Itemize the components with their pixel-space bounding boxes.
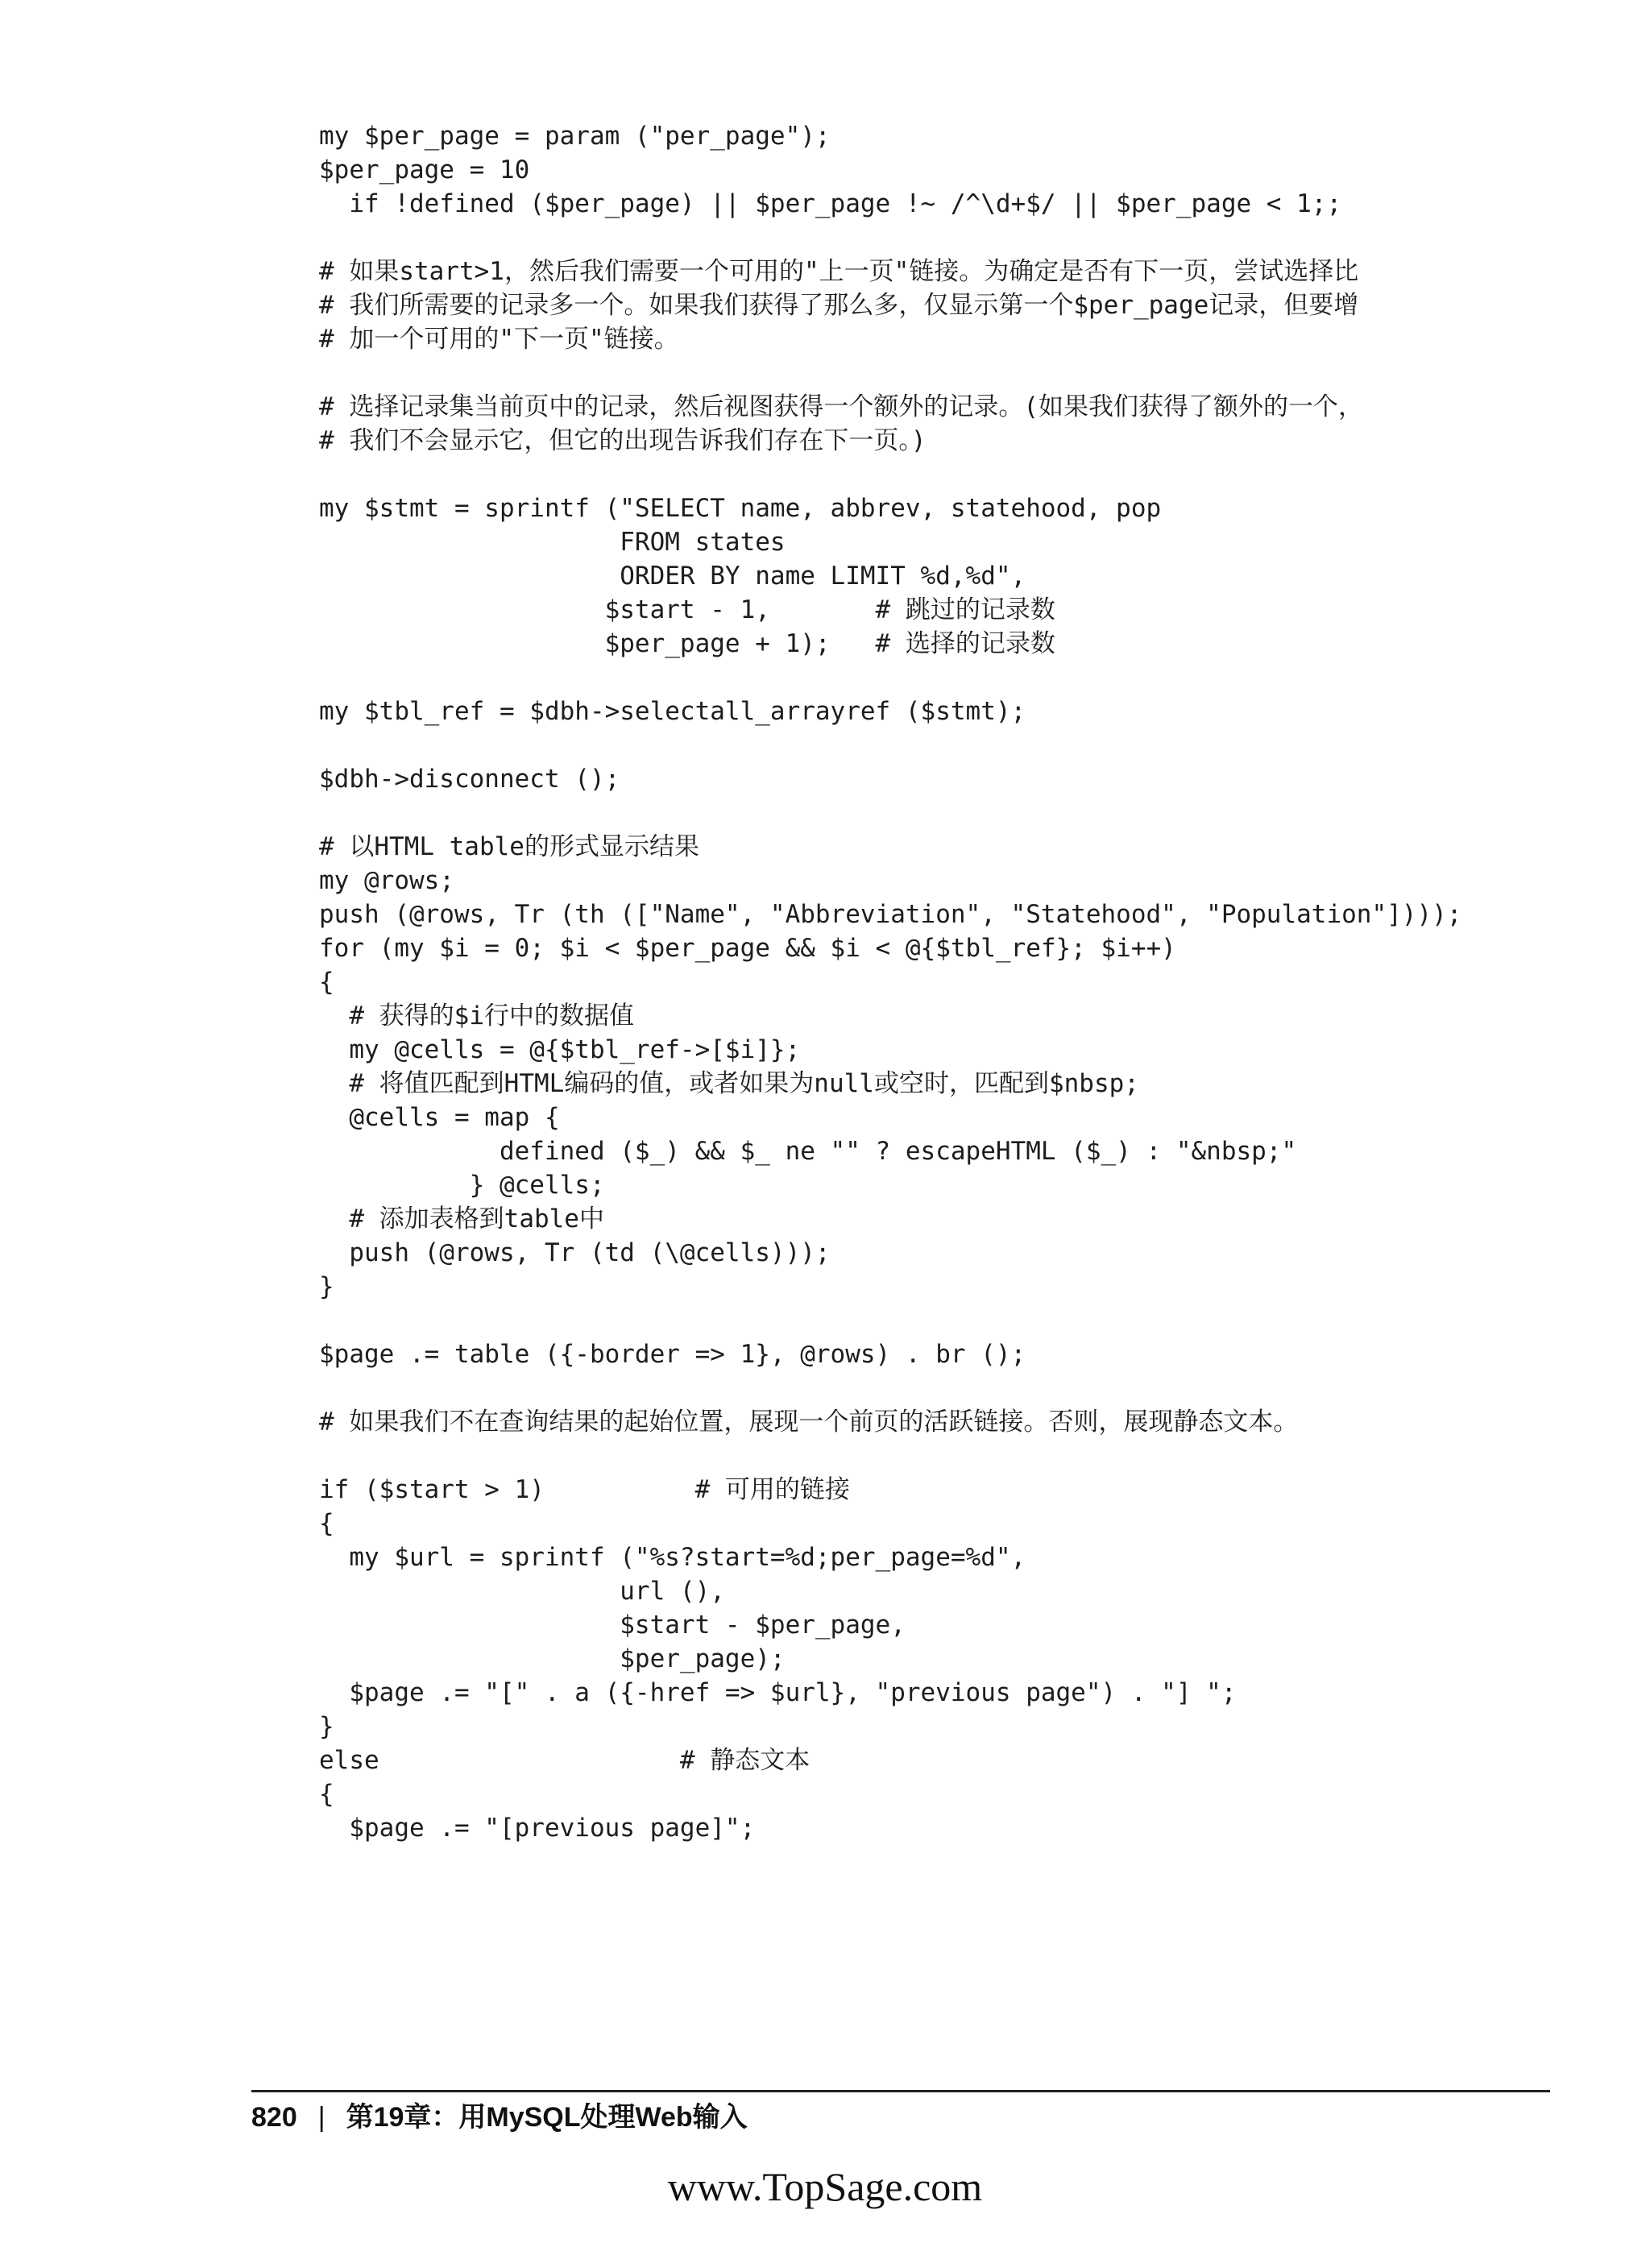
code-line: if ($start > 1) # 可用的链接 <box>319 1475 850 1504</box>
code-line: else # 静态文本 <box>319 1746 810 1775</box>
code-line: # 以HTML table的形式显示结果 <box>319 832 699 861</box>
code-line: # 加一个可用的"下一页"链接。 <box>319 325 679 354</box>
code-line: defined ($_) && $_ ne "" ? escapeHTML ($_) : "&nbsp;" <box>319 1137 1297 1166</box>
code-listing <box>319 119 1576 1845</box>
footer-rule <box>251 2090 1550 2092</box>
code-line: @cells = map { <box>319 1103 560 1132</box>
code-line <box>319 728 1576 762</box>
code-line <box>319 1439 1576 1473</box>
page-footer <box>251 2100 748 2135</box>
code-line: my $per_page = param ("per_page"); <box>319 122 831 151</box>
code-line: { <box>319 1780 334 1809</box>
code-line: $page .= "[" . a ({-href => $url}, "previous page") . "] "; <box>319 1678 1237 1707</box>
code-line: my $url = sprintf ("%s?start=%d;per_page=%d", <box>319 1543 1026 1572</box>
code-line: url (), <box>319 1577 725 1606</box>
code-line: push (@rows, Tr (td (\@cells))); <box>319 1238 831 1267</box>
code-line: if !defined ($per_page) || $per_page !~ /^\d+$/ || $per_page < 1;; <box>319 189 1342 218</box>
code-line <box>319 458 1576 491</box>
code-line: } <box>319 1712 334 1741</box>
code-line: # 如果start>1，然后我们需要一个可用的"上一页"链接。为确定是否有下一页，尝试选择比 <box>319 257 1359 286</box>
code-line <box>319 1304 1576 1337</box>
code-line <box>319 1371 1576 1405</box>
code-line: $per_page); <box>319 1644 786 1673</box>
code-line: my @rows; <box>319 866 454 895</box>
code-line: # 选择记录集当前页中的记录，然后视图获得一个额外的记录。(如果我们获得了额外的一个， <box>319 392 1363 421</box>
chapter-title: 第19章：用MySQL处理Web输入 <box>346 2102 748 2133</box>
code-line: $dbh->disconnect (); <box>319 765 620 794</box>
code-line: ORDER BY name LIMIT %d,%d", <box>319 562 1026 591</box>
code-line <box>319 221 1576 255</box>
code-line: # 我们不会显示它，但它的出现告诉我们存在下一页。) <box>319 426 927 455</box>
code-line: } @cells; <box>319 1171 605 1200</box>
code-line: push (@rows, Tr (th (["Name", "Abbreviation", "Statehood", "Population"]))); <box>319 900 1462 929</box>
footer-separator: | <box>317 2102 325 2133</box>
code-line: { <box>319 968 334 997</box>
code-line: $per_page = 10 <box>319 155 530 185</box>
code-line: # 添加表格到table中 <box>319 1204 604 1234</box>
code-line: my $stmt = sprintf ("SELECT name, abbrev, statehood, pop <box>319 494 1162 523</box>
code-line: # 我们所需要的记录多一个。如果我们获得了那么多，仅显示第一个$per_page记录，但要增 <box>319 291 1359 320</box>
code-line <box>319 661 1576 694</box>
code-line: $page .= table ({-border => 1}, @rows) . br (); <box>319 1340 1026 1369</box>
code-line: for (my $i = 0; $i < $per_page && $i < @{$tbl_ref}; $i++) <box>319 934 1176 963</box>
code-line: $per_page + 1); # 选择的记录数 <box>319 629 1055 658</box>
code-line: $start - 1, # 跳过的记录数 <box>319 595 1055 624</box>
code-line: my @cells = @{$tbl_ref->[$i]}; <box>319 1035 801 1064</box>
code-line <box>319 356 1576 390</box>
code-line: $page .= "[previous page]"; <box>319 1814 756 1843</box>
code-line: # 将值匹配到HTML编码的值，或者如果为null或空时，匹配到$nbsp; <box>319 1069 1139 1098</box>
code-line: my $tbl_ref = $dbh->selectall_arrayref ($stmt); <box>319 697 1026 726</box>
watermark-url: www.TopSage.com <box>667 2164 983 2209</box>
code-line: { <box>319 1509 334 1538</box>
code-line: $start - $per_page, <box>319 1611 906 1640</box>
code-line: # 获得的$i行中的数据值 <box>319 1001 634 1030</box>
code-line: # 如果我们不在查询结果的起始位置，展现一个前页的活跃链接。否则，展现静态文本。 <box>319 1408 1299 1437</box>
code-line <box>319 796 1576 830</box>
page-number: 820 <box>251 2102 297 2133</box>
code-line: FROM states <box>319 528 786 557</box>
code-line: } <box>319 1272 334 1301</box>
